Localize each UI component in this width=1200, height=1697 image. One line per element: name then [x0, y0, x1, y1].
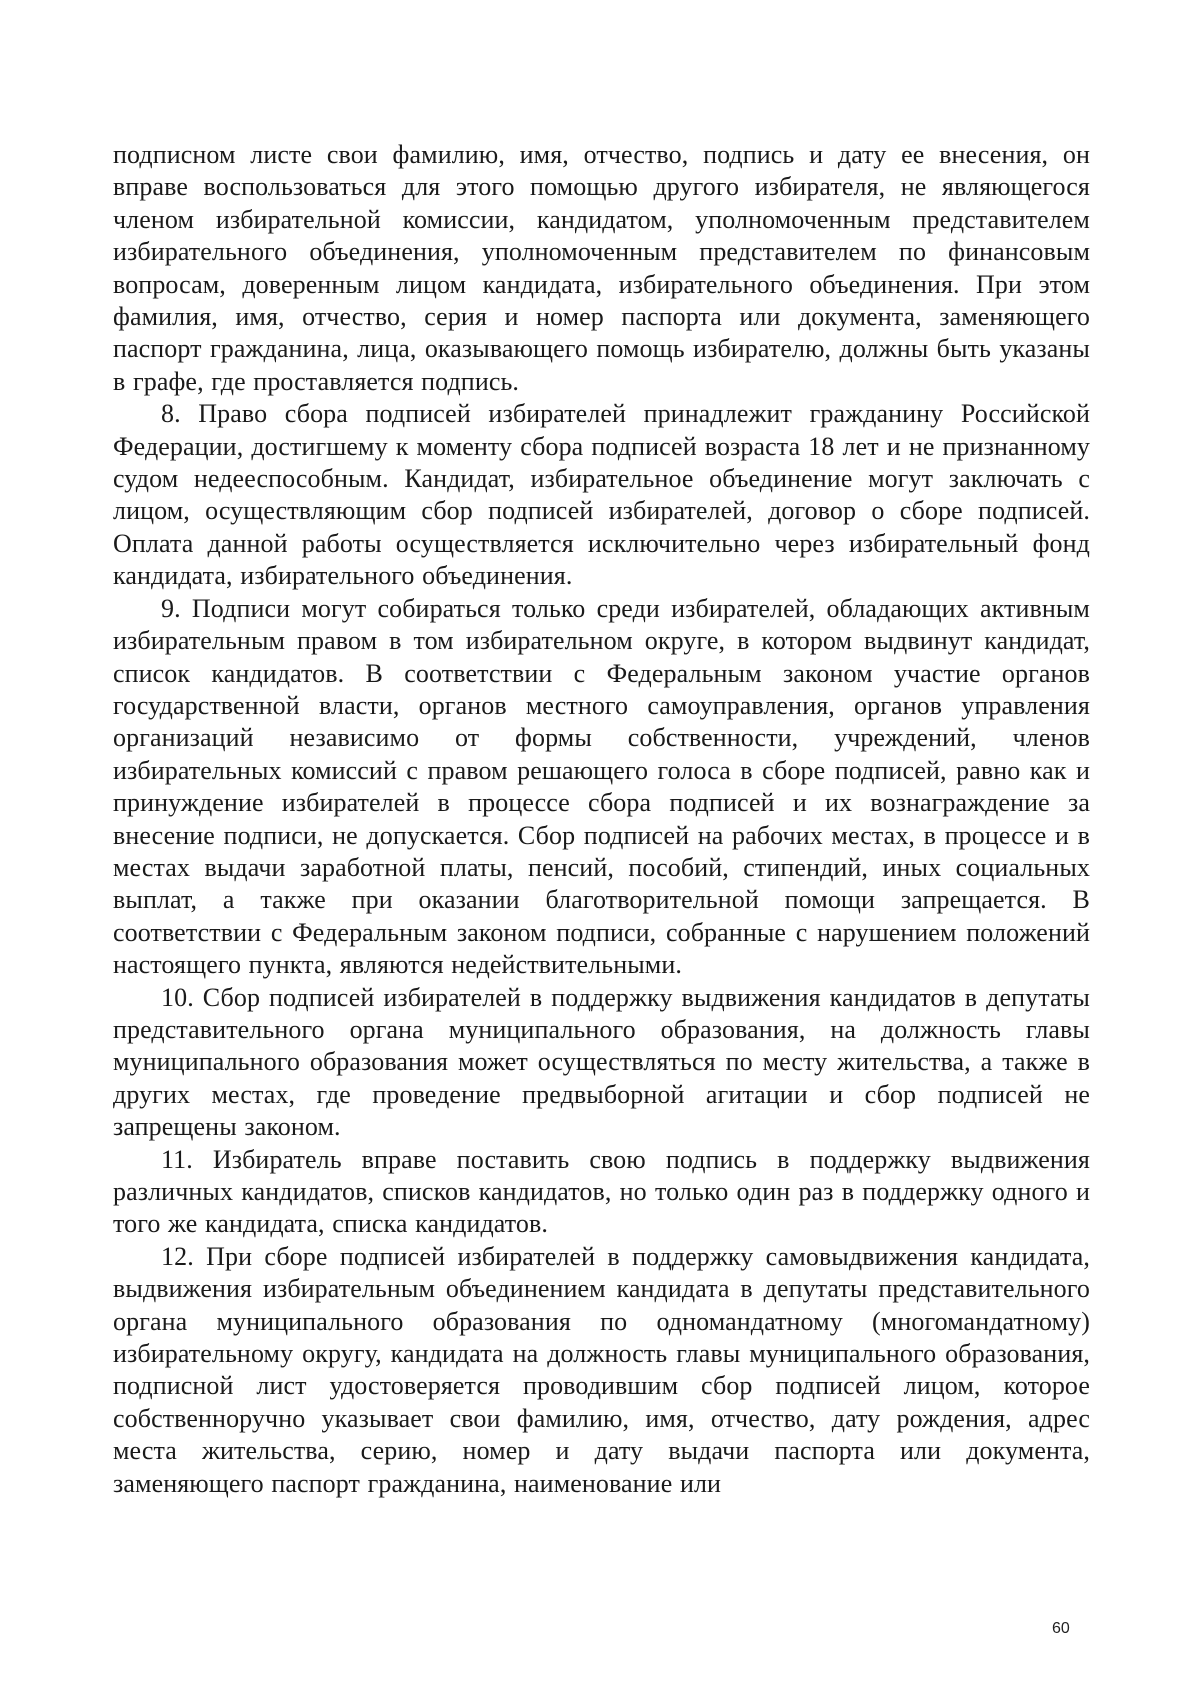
- paragraph-item-9: 9. Подписи могут собираться только среди избирателей, обладающих активным избирательным правом в том избирательном округе, в котором выдвинут кандидат, список кандидатов. В соответствии с Федеральным законом участие органов государственной власти, органов местного самоуправления, органов управления организаций независимо от формы собственности, учреждений, членов избирательных комиссий с правом решающего голоса в сборе подписей, равно как и принуждение избирателей в процессе сбора подписей и их вознаграждение за внесение подписи, не допускается. Сбор подписей на рабочих местах, в процессе и в местах выдачи заработной платы, пенсий, пособий, стипендий, иных социальных выплат, а также при оказании благотворительной помощи запрещается. В соответствии с Федеральным законом подписи, собранные с нарушением положений настоящего пункта, являются недействительными.: [113, 593, 1090, 980]
- document-body: [113, 139, 1090, 1500]
- page-number: 60: [1052, 1620, 1070, 1637]
- paragraph-continuation: подписном листе свои фамилию, имя, отчество, подпись и дату ее внесения, он вправе воспользоваться для этого помощью другого избирателя, не являющегося членом избирательной комиссии, кандидатом, уполномоченным представителем избирательного объединения, уполномоченным представителем по финансовым вопросам, доверенным лицом кандидата, избирательного объединения. При этом фамилия, имя, отчество, серия и номер паспорта или документа, заменяющего паспорт гражданина, лица, оказывающего помощь избирателю, должны быть указаны в графе, где проставляется подпись.: [113, 140, 1090, 396]
- paragraph-item-12: 12. При сборе подписей избирателей в поддержку самовыдвижения кандидата, выдвижения избирательным объединением кандидата в депутаты представительного органа муниципального образования по одномандатному (многомандатному) избирательному округу, кандидата на должность главы муниципального образования, подписной лист удостоверяется проводившим сбор подписей лицом, которое собственноручно указывает свои фамилию, имя, отчество, дату рождения, адрес места жительства, серию, номер и дату выдачи паспорта или документа, заменяющего паспорт гражданина, наименование или: [113, 1241, 1090, 1498]
- paragraph-item-11: 11. Избиратель вправе поставить свою подпись в поддержку выдвижения различных кандидатов, списков кандидатов, но только один раз в поддержку одного и того же кандидата, списка кандидатов.: [113, 1144, 1090, 1239]
- paragraph-item-10: 10. Сбор подписей избирателей в поддержку выдвижения кандидатов в депутаты представительного органа муниципального образования, на должность главы муниципального образования может осуществляться по месту жительства, а также в других местах, где проведение предвыборной агитации и сбор подписей не запрещены законом.: [113, 982, 1090, 1142]
- paragraph-item-8: 8. Право сбора подписей избирателей принадлежит гражданину Российской Федерации, достигшему к моменту сбора подписей возраста 18 лет и не признанному судом недееспособным. Кандидат, избирательное объединение могут заключать с лицом, осуществляющим сбор подписей избирателей, договор о сборе подписей. Оплата данной работы осуществляется исключительно через избирательный фонд кандидата, избирательного объединения.: [113, 399, 1090, 591]
